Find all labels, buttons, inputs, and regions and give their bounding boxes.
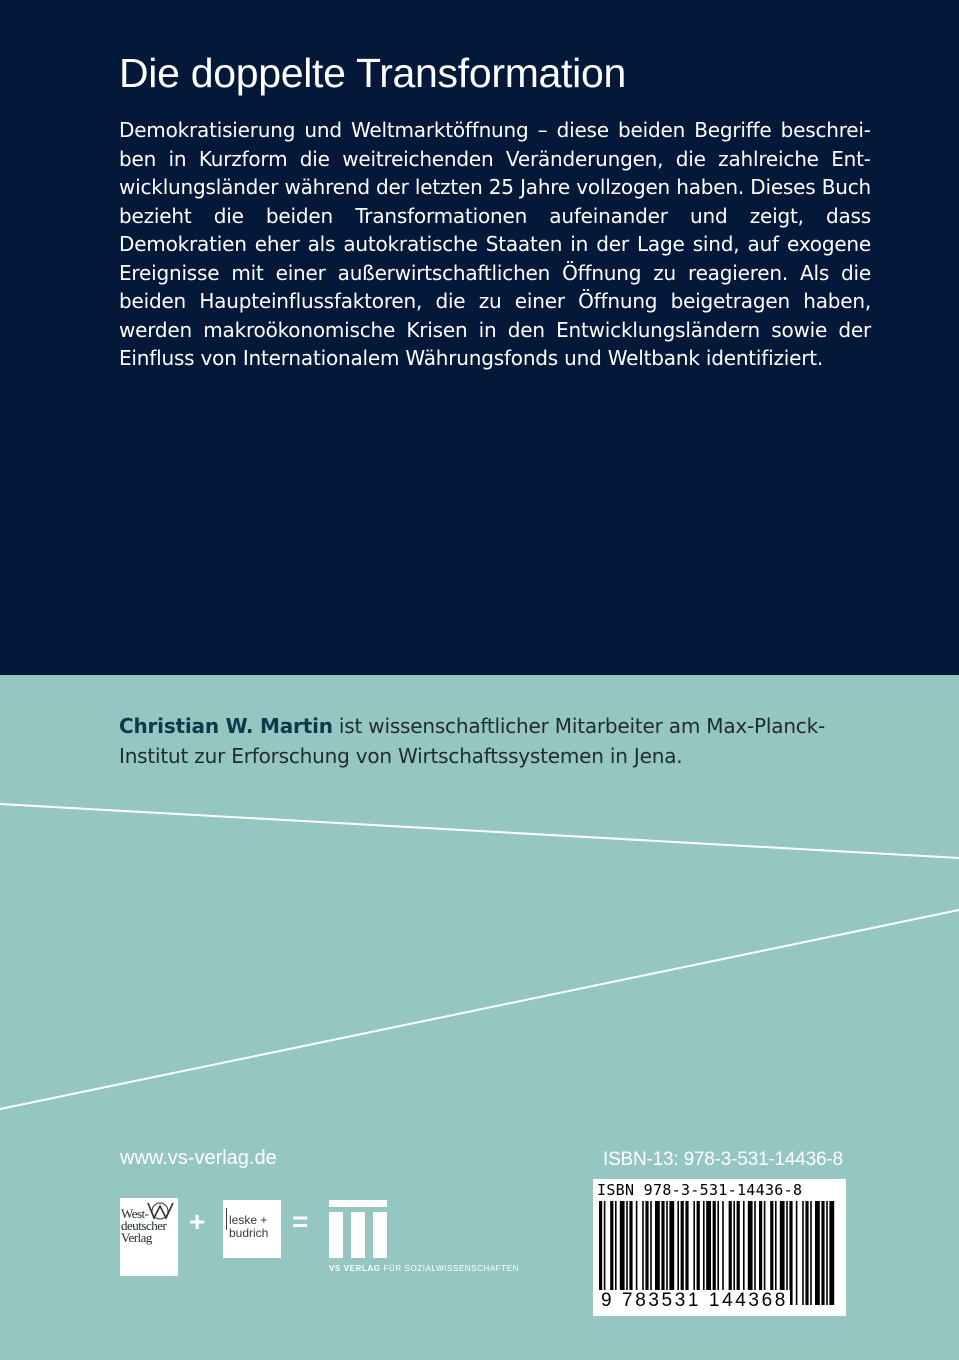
publisher-website[interactable]: www.vs-verlag.de (120, 1147, 277, 1169)
book-title: Die doppelte Transformation (119, 50, 626, 96)
author-bio (119, 711, 879, 771)
barcode-bar (821, 1201, 824, 1305)
barcode-bar (826, 1201, 828, 1305)
westdeutscher-verlag-logo (120, 1198, 178, 1276)
line-1 (0, 804, 959, 858)
vs-verlag-logo-icon (329, 1200, 387, 1260)
wd-line-2: deutscher (121, 1218, 167, 1233)
barcode-bar (815, 1201, 820, 1305)
lb-logo-text (229, 1214, 268, 1240)
barcode-isbn-text: ISBN 978-3-531-14436-8 (597, 1181, 803, 1199)
wd-line-3: Verlag (121, 1230, 152, 1245)
barcode-bar (829, 1201, 834, 1305)
isbn-label: ISBN-13: 978-3-531-14436-8 (603, 1149, 843, 1170)
wd-line-1: West- (121, 1206, 149, 1221)
barcode-digits: 9 783531 144368 (601, 1290, 788, 1311)
plus-sign: + (189, 1206, 206, 1237)
vs-bold: VS VERLAG (329, 1264, 381, 1273)
leske-budrich-logo (223, 1200, 281, 1258)
lb-line-2: budrich (229, 1226, 269, 1240)
wd-logo-text (121, 1205, 179, 1244)
vs-rest: FÜR SOZIALWISSENSCHAFTEN (380, 1264, 520, 1273)
lb-bar-icon (226, 1208, 227, 1230)
author-bio-text: ist wissenschaftlicher Mitarbeiter am Max-Planck-Institut zur Erforschung von Wirtschaftssystemen in Jena. (119, 714, 826, 768)
book-blurb: Demokratisierung und Weltmarktöffnung – diese beiden Begriffe beschreiben in Kurzform die weitreichenden Veränderungen, die zahlreiche Entwicklungsländer während der letzten 25 Jahre vollzogen haben. Dieses Buch bezieht die beiden Transformationen aufeinander und zeigt, dass Demokratien eher als autokratische Staaten in der Lage sind, auf exogene Ereignisse mit einer außerwirtschaftlichen Öffnung zu reagieren. Als die beiden Haupteinflussfaktoren, die zu einer Öffnung beigetragen haben, werden makroökonomische Krisen in den Entwicklungsländern sowie der Einfluss von Internationalem Währungsfonds und Weltbank identifiziert. (119, 118, 871, 370)
equals-sign: = (292, 1206, 309, 1237)
barcode-bar (810, 1201, 812, 1305)
barcode-bar (802, 1201, 804, 1305)
barcode (593, 1179, 846, 1316)
lb-line-1: leske + (229, 1213, 268, 1227)
author-name: Christian W. Martin (119, 714, 333, 738)
barcode-bar (805, 1201, 808, 1305)
vs-verlag-name (329, 1264, 519, 1273)
line-2 (0, 910, 959, 1109)
barcode-bar (796, 1201, 798, 1305)
